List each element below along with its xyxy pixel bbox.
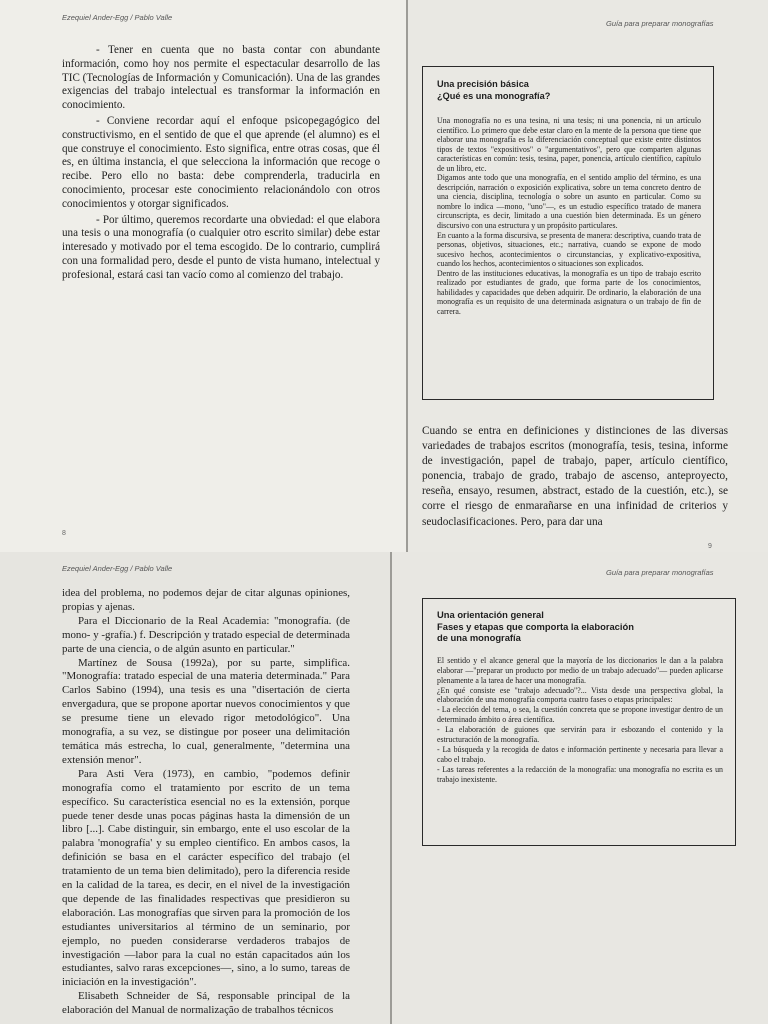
box-title [437,609,723,644]
running-header: Guía para preparar monografías [606,568,714,577]
paragraph: - Conviene recordar aquí el enfoque psicopegagógico del constructivismo, en el sentido de que el que aprende (el alumno) es el que construye el conocimiento. Esto significa, entre otras cosas, que él es, en última instancia, el que selecciona la información que recoge o recibe. Pero ello no basta: debe comprenderla, traducirla en conocimiento, procesar este conocimiento relacionándolo con otros conocimientos y otorgar significados. [62,114,380,210]
paragraph: idea del problema, no podemos dejar de citar algunas opiniones, propias y ajenas. [62,587,350,613]
box-paragraph: Dentro de las instituciones educativas, la monografía es un tipo de trabajo escrito realizado por estudiantes de grado, que forma parte de los conocimientos, habilidades y capacidades que deben adquirir. De ordinario, la elaboración de una monografía es un requisito de una determinada asignatura o un trabajo de fin de carrera. [437,268,701,316]
box-title-line: de una monografía [437,632,521,644]
box-list-item: - La elaboración de guiones que servirán para ir esbozando el contenido y la estructuración de la monografía. [437,725,723,745]
box-list-item: - La búsqueda y la recogida de datos e información pertinente y necesaria para llevar a cabo el trabajo. [437,744,723,764]
paragraph: Cuando se entra en definiciones y distinciones de las diversas variedades de trabajos escritos (monografía, tesis, tesina, informe de investigación, papel de trabajo, paper, artículo científico, ponencia, trabajo de grado, trabajo de ascenso, anteproyecto, reseña, ensayo, resumen, abstract, estado de la cuestión, etc.), se corre el riesgo de enmarañarse en una infinidad de criterios y seudoclasificaciones. Pero, para dar una [422,425,728,528]
page-8 [0,0,408,552]
box-list-item: - Las tareas referentes a la redacción de la monografía: una monografía no escrita es un trabajo inexistente. [437,764,723,784]
page-10 [0,552,392,1024]
page-9-body [422,424,728,530]
orientation-box [422,598,736,846]
box-paragraph: Digamos ante todo que una monografía, en el sentido amplio del término, es una descripción, narración o exposición explicativa, sobre un tema concreto dentro de una ciencia, disciplina, tecnología o sobre un asunto en particular. Como su nombre lo indica —mono, "uno"—, es un estudio específico tratado de manera circunscripta, es decir, limitado a una cuestión bien determinada. Es un género discursivo con una estructura y un propósito particulares. [437,173,701,231]
box-title-line: Fases y etapas que comporta la elaboración [437,620,634,632]
page-8-body [62,44,380,283]
paragraph: Martínez de Sousa (1992a), por su parte, simplifica. "Monografía: tratado especial de una materia determinada." Para Carlos Sabino (1994), una tesis es una "disertación de cierta envergadura, que se propone aportar nuevos conocimientos y que se presume tiene un elevado rigor metodológico". Una monografía, a su vez, se distingue por poseer una delimitación temática más estrecha, lo cual, generalmente, "determina una extensión menor". [62,656,350,766]
box-paragraph: En cuanto a la forma discursiva, se presenta de manera: descriptiva, cuando trata de personas, objetivos, situaciones, etc.; narrativa, cuando se expone de modo sucesivo hechos, acontecimientos o circunstancias, y explicativo-expositiva, cuando los hechos, acontecimientos o situaciones son explicados. [437,230,702,269]
box-list-item: - La elección del tema, o sea, la cuestión concreta que se propone investigar dentro de un determinado ámbito o área científica. [437,705,723,725]
box-text [437,656,723,785]
box-title-line: ¿Qué es una monografía? [437,90,551,101]
running-header: Guía para preparar monografías [606,19,714,28]
running-header: Ezequiel Ander-Egg / Pablo Valle [62,13,173,22]
paragraph: Para el Diccionario de la Real Academia: "monografía. (de mono- y -grafía.) f. Descripción y tratado especial de determinada parte de una ciencia, o de algún asunto en particular." [62,614,350,655]
box-paragraph: El sentido y el alcance general que la mayoría de los diccionarios le dan a la palabra elaborar —"preparar un producto por medio de un trabajo adecuado"— pueden aplicarse plenamente a la tarea de hacer una monografía. [437,655,723,685]
page-11 [392,552,768,1024]
box-text [437,116,701,316]
box-title-line: Una orientación general [437,609,544,620]
paragraph: - Tener en cuenta que no basta contar con abundante información, como hoy nos permite el espectacular desarrollo de las TIC (Tecnologías de Información y Comunicación). Una de las grandes exigencias del trabajo intelectual es transformar la información en conocimiento. [62,44,380,112]
page-number: 9 [708,543,712,550]
definition-box [422,66,714,400]
box-title-line: Una precisión básica [437,79,529,89]
paragraph: Para Asti Vera (1973), en cambio, "podemos definir monografía como el tratamiento por escrito de un tema específico. Su característica esencial no es la extensión, porque puede tener desde unas pocas páginas hasta la dimensión de un libro [...]. Cabe distinguir, sin embargo, ente el uso escolar de la palabra 'monografía' y su empleo científico. En ambos casos, la definición se basa en el carácter específico del trabajo (el tratamiento de un tema bien delimitado), pero la diferencia reside en la calidad de la tarea, es decir, en el nivel de la investigación que depende de las finalidades respectivas que presidieron su elaboración. Las monografías que sirven para la promoción de los estudiantes universitarios al término de un seminario, por ejemplo, no pueden considerarse verdaderos trabajos de investigación —labor para la cual no están capacitados aún los estudiantes, salvo raras excepciones—, sino, a lo sumo, tareas de iniciación en la investigación". [62,767,350,989]
box-paragraph: Una monografía no es una tesina, ni una tesis; ni una ponencia, ni un artículo científico. Lo primero que debe estar claro en la mente de la persona que tiene que elaborar una monografía es la diferenciación conceptual que existe entre distintos tipos de textos "expositivos" o "argumentativos", pero que comparten algunas características en común: tesis, tesina, paper, ponencia, artículo científico, capítulo de un libro, etc. [437,116,701,173]
paragraph: - Por último, queremos recordarte una obviedad: el que elabora una tesis o una monografía (o cualquier otro escrito similar) debe estar interesado y motivado por el tema escogido. De lo contrario, cumplirá con una formalidad pero, desde el punto de vista humano, intelectual y profesional, estará casi tan vacío como al comienzo del trabajo. [62,213,380,281]
box-title [437,79,701,102]
page-9 [408,0,768,552]
paragraph: Elisabeth Schneider de Sá, responsable principal de la elaboración del Manual de normalização de trabalhos técnicos [62,990,350,1017]
page-10-body [62,587,350,1018]
running-header: Ezequiel Ander-Egg / Pablo Valle [62,564,173,573]
box-paragraph: ¿En qué consiste ese "trabajo adecuado"?... Vista desde una perspectiva global, la elaboración de una monografía comporta cuatro fases o etapas principales: [437,685,723,705]
page-number: 8 [62,530,66,537]
